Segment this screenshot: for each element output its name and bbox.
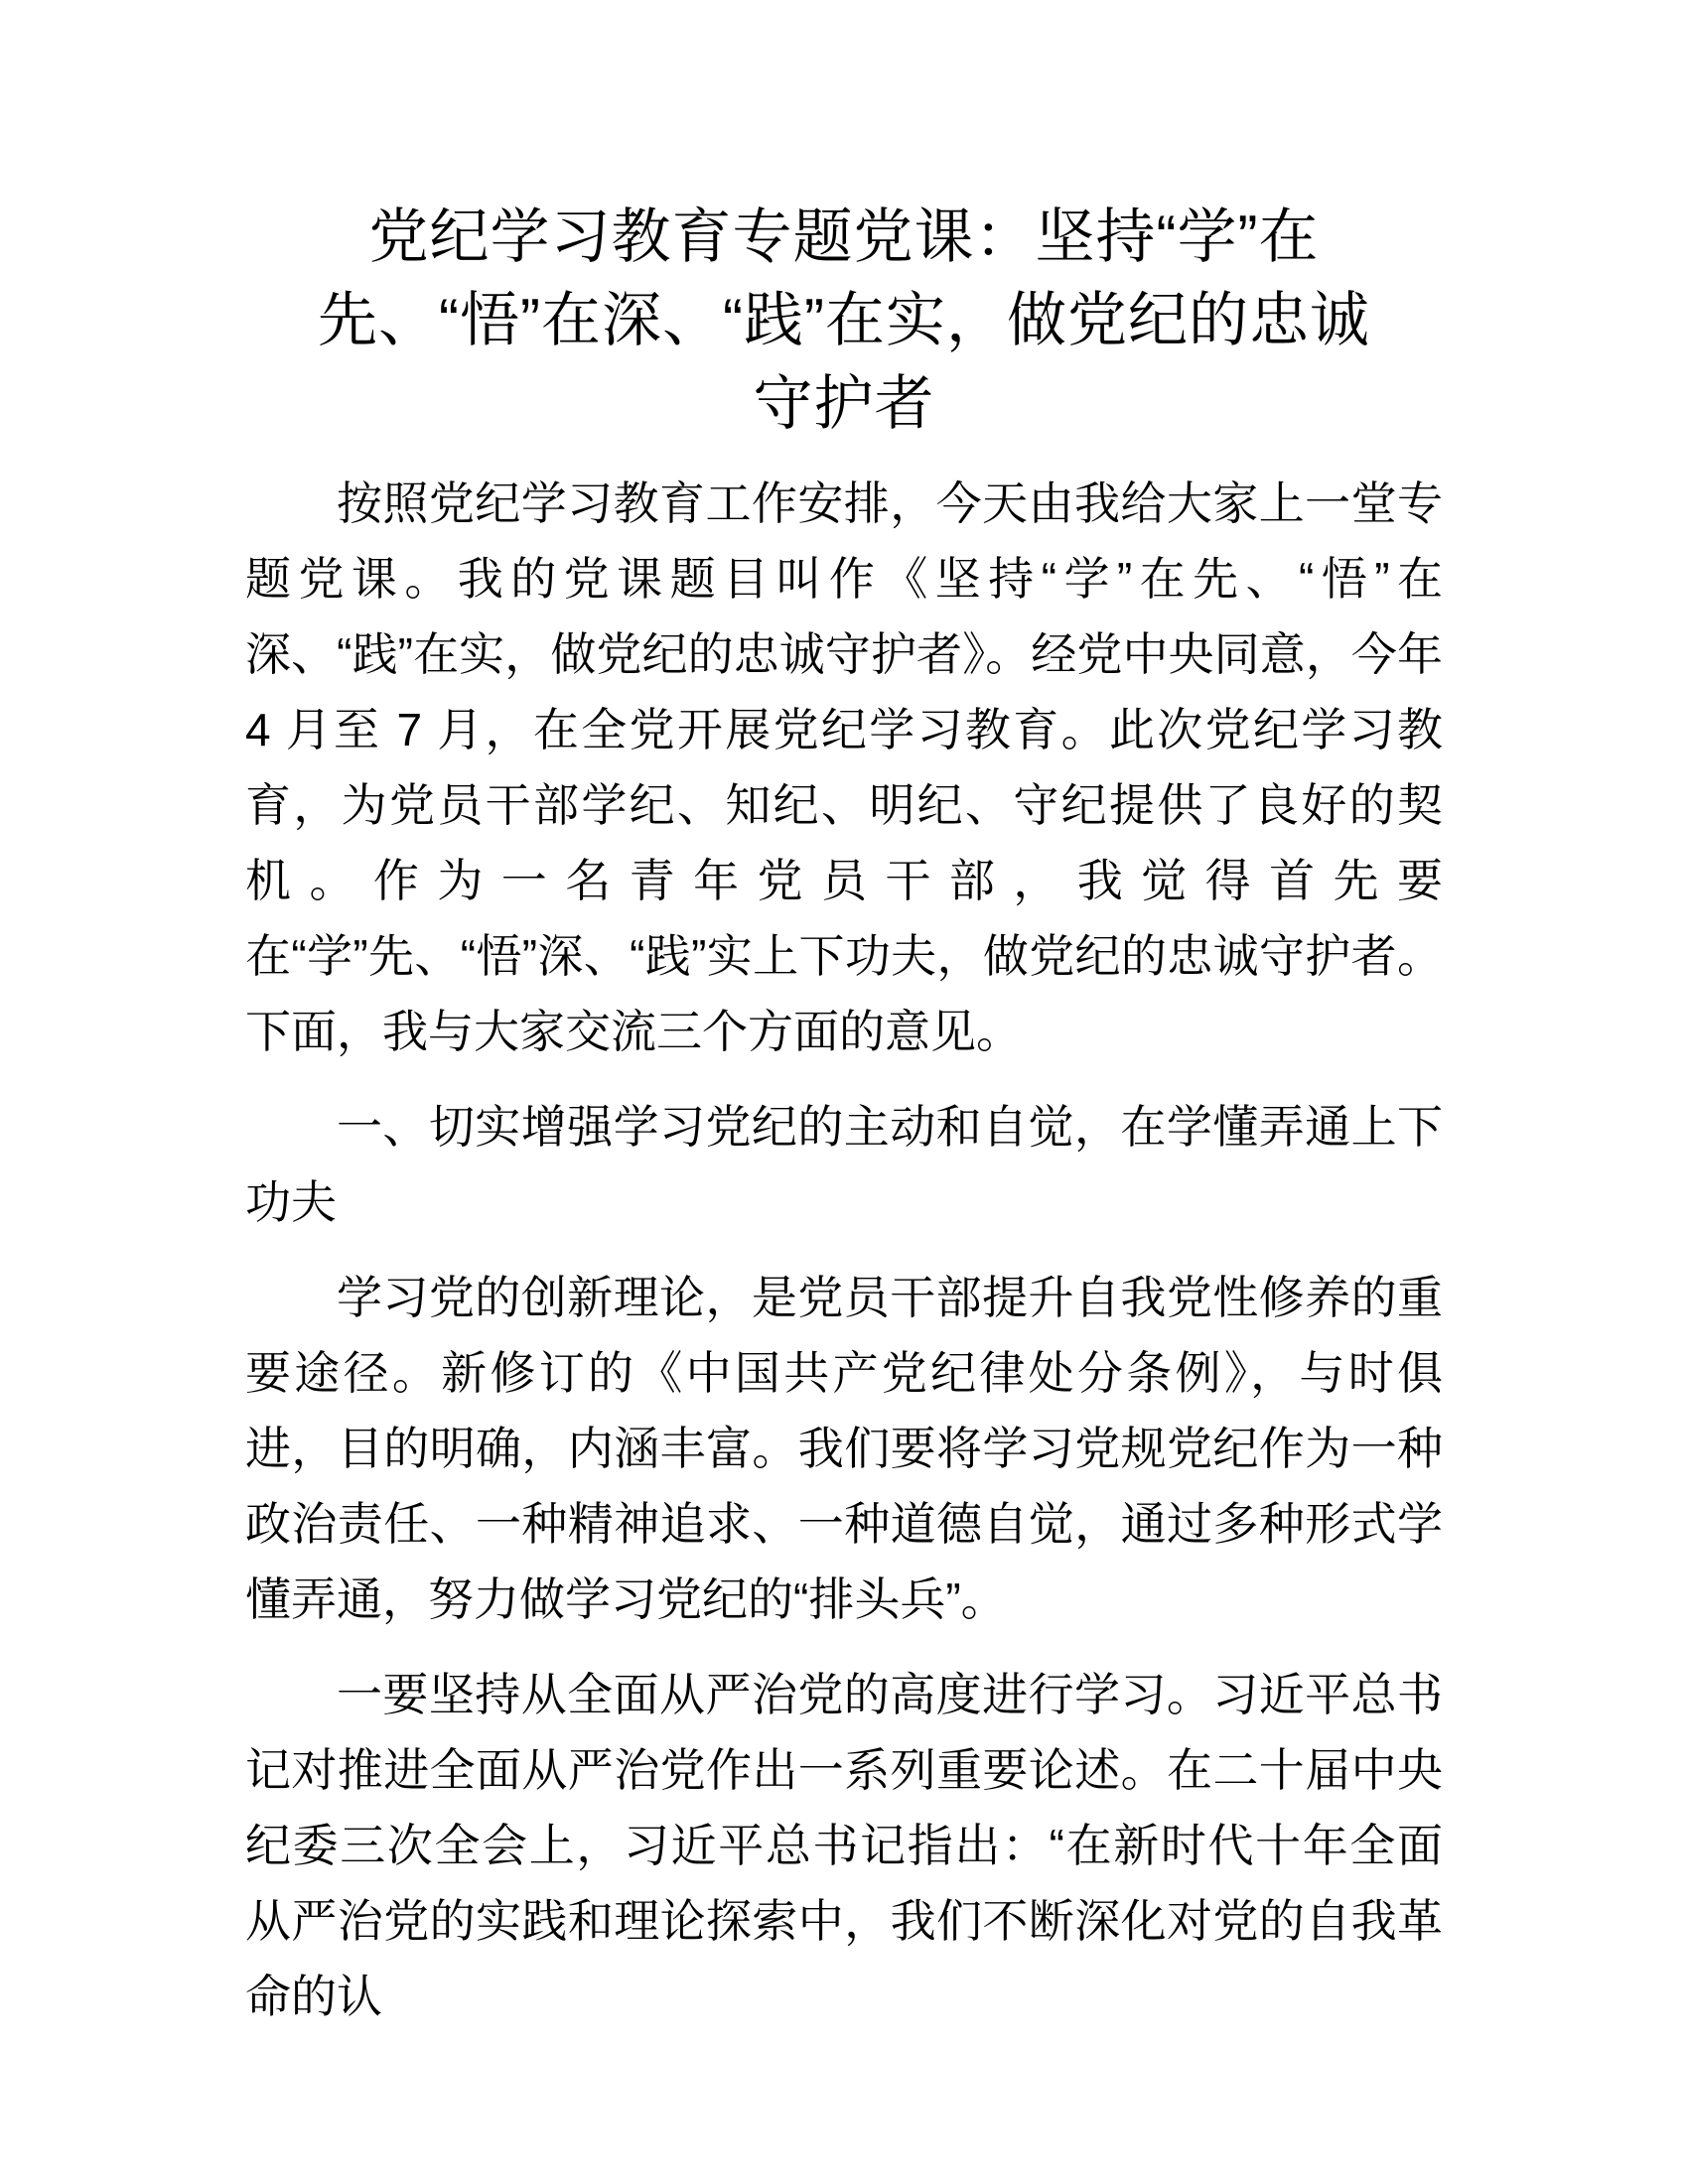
document-title-line-2: 先、“悟”在深、“践”在实，做党纪的忠诚	[318, 287, 1370, 353]
document-title	[245, 196, 1443, 446]
document-title-line-3: 守护者	[753, 370, 935, 437]
section-heading-1: 一、切实增强学习党纪的主动和自觉，在学懂弄通上下功夫	[245, 1101, 1443, 1228]
paragraph-section1-lead: 学习党的创新理论，是党员干部提升自我党性修养的重要途径。新修订的《中国共产党纪律处分条例》，与时俱进，目的明确，内涵丰富。我们要将学习党规党纪作为一种政治责任、一种精神追求、一种道德自觉，通过多种形式学懂弄通，努力做学习党纪的“排头兵”。	[245, 1272, 1443, 1625]
paragraph-intro: 按照党纪学习教育工作安排，今天由我给大家上一堂专题党课。我的党课题目叫作《坚持“学”在先、“悟”在深、“践”在实，做党纪的忠诚守护者》。经党中央同意，今年 4 月至 7 月，在全党开展党纪学习教育。此次党纪学习教育，为党员干部学纪、知纪、明纪、守纪提供了良好的契机。作为一名青年党员干部，我觉得首先要在“学”先、“悟”深、“践”实上下功夫，做党纪的忠诚守护者。下面，我与大家交流三个方面的意见。	[245, 478, 1443, 1057]
document-title-line-1: 党纪学习教育专题党课：坚持“学”在	[368, 204, 1320, 270]
paragraph-section1-point1: 一要坚持从全面从严治党的高度进行学习。习近平总书记对推进全面从严治党作出一系列重要论述。在二十届中央纪委三次全会上，习近平总书记指出：“在新时代十年全面从严治党的实践和理论探索中，我们不断深化对党的自我革命的认	[245, 1669, 1443, 2022]
